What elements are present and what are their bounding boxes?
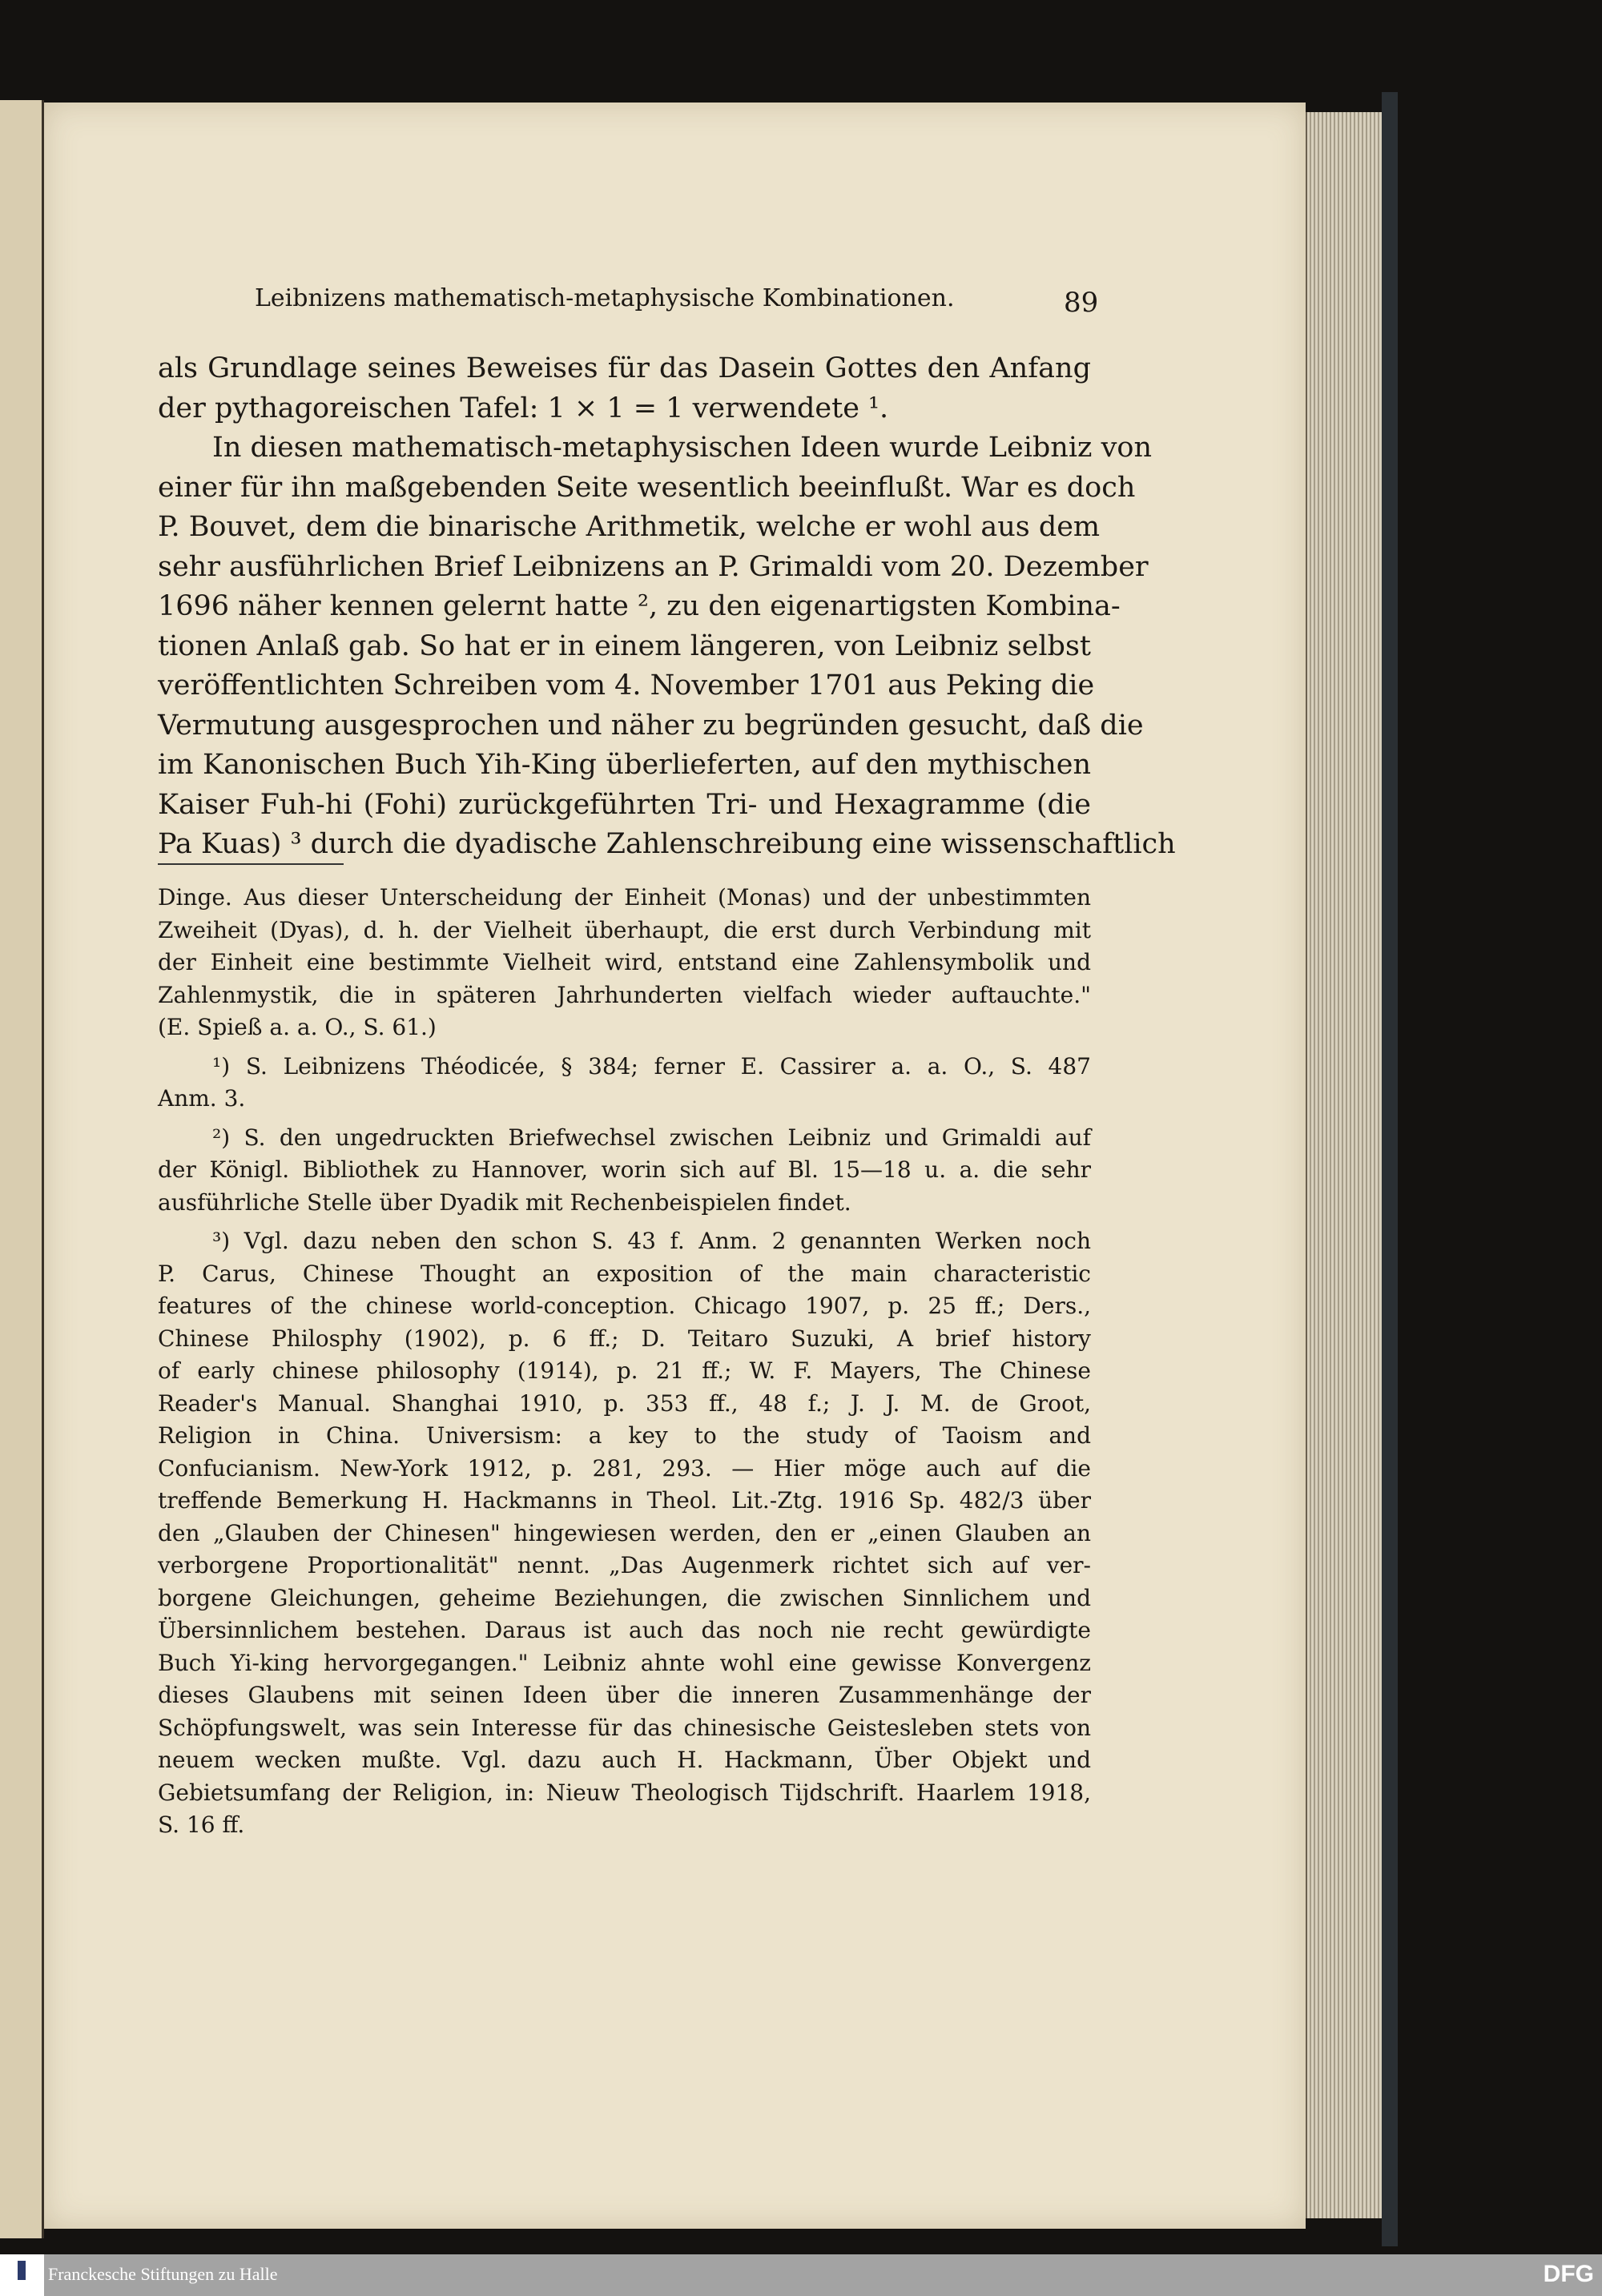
running-title: Leibnizens mathematisch-metaphysische Kombinationen.: [255, 284, 955, 312]
institution-name: Franckesche Stiftungen zu Halle: [48, 2264, 278, 2284]
footnote-line: dieses Glaubens mit seinen Ideen über die inneren Zusammenhänge der: [158, 1682, 1091, 1708]
footnote-rule: [158, 863, 344, 865]
footnote-line: Zweiheit (Dyas), d. h. der Vielheit überhaupt, die erst durch Verbindung mit: [158, 916, 1091, 943]
footer-bar: [0, 2254, 1602, 2296]
footnote-line: Gebietsumfang der Religion, in: Nieuw Theologisch Tijdschrift. Haarlem 1918,: [158, 1779, 1091, 1806]
left-page-edge: [0, 100, 44, 2238]
text-line: einer für ihn maßgebenden Seite wesentlich beeinflußt. War es doch: [158, 471, 1136, 504]
footnote-line: den „Glauben der Chinesen" hingewiesen werden, den er „einen Glauben an: [158, 1519, 1091, 1546]
text-line: Kaiser Fuh-hi (Fohi) zurückgeführten Tri- und Hexagramme (die: [158, 788, 1091, 821]
footnote-line: of early chinese philosophy (1914), p. 21 ff.; W. F. Mayers, The Chinese: [158, 1357, 1091, 1384]
footnote-line: ³) Vgl. dazu neben den schon S. 43 f. Anm. 2 genannten Werken noch: [212, 1228, 1091, 1254]
text-line: im Kanonischen Buch Yih-King überlieferten, auf den mythischen: [158, 749, 1091, 781]
text-line: tionen Anlaß gab. So hat er in einem längeren, von Leibniz selbst: [158, 629, 1091, 662]
text-line: sehr ausführlichen Brief Leibnizens an P. Grimaldi vom 20. Dezember: [158, 550, 1149, 583]
footnote-line: ausführliche Stelle über Dyadik mit Rechenbeispielen findet.: [158, 1188, 851, 1216]
footnote-line: Confucianism. New-York 1912, p. 281, 293. — Hier möge auch auf die: [158, 1454, 1091, 1482]
footnote-line: Schöpfungswelt, was sein Interesse für das chinesische Geistesleben stets von: [158, 1714, 1091, 1741]
footnote-line: Dinge. Aus dieser Unterscheidung der Einheit (Monas) und der unbestimmten: [158, 884, 1091, 911]
footnote-line: S. 16 ff.: [158, 1811, 245, 1838]
footnote-line: der Königl. Bibliothek zu Hannover, worin sich auf Bl. 15—18 u. a. die sehr: [158, 1156, 1091, 1183]
footnote-line: Religion in China. Universism: a key to the study of Taoism and: [158, 1422, 1091, 1449]
text-line: der pythagoreischen Tafel: 1 × 1 = 1 verwendete ¹.: [158, 392, 889, 424]
footnote-line: Chinese Philosphy (1902), p. 6 ff.; D. Teitaro Suzuki, A brief history: [158, 1325, 1091, 1352]
text-line: als Grundlage seines Beweises für das Dasein Gottes den Anfang: [158, 352, 1091, 384]
footnote-line: Buch Yi-king hervorgegangen." Leibniz ahnte wohl eine gewisse Konvergenz: [158, 1649, 1091, 1676]
footnote-line: Zahlenmystik, die in späteren Jahrhunderten vielfach wieder auftauchte.": [158, 981, 1091, 1008]
text-line: Vermutung ausgesprochen und näher zu begründen gesucht, daß die: [158, 709, 1144, 742]
text-line: In diesen mathematisch-metaphysischen Ideen wurde Leibniz von: [212, 432, 1152, 464]
text-line: P. Bouvet, dem die binarische Arithmetik, welche er wohl aus dem: [158, 511, 1101, 543]
footnote-line: treffende Bemerkung H. Hackmanns in Theol. Lit.-Ztg. 1916 Sp. 482/3 über: [158, 1487, 1091, 1514]
page-stack-edge: [1306, 112, 1383, 2218]
institution-logo-icon: [0, 2254, 44, 2296]
footnote-line: P. Carus, Chinese Thought an exposition of the main characteristic: [158, 1260, 1091, 1287]
footnote-line: features of the chinese world-conception. Chicago 1907, p. 25 ff.; Ders.,: [158, 1293, 1091, 1319]
text-line: veröffentlichten Schreiben vom 4. November 1701 aus Peking die: [158, 669, 1095, 702]
dfg-logo: DFG: [1543, 2261, 1594, 2287]
footnote-line: Übersinnlichem bestehen. Daraus ist auch das noch nie recht gewürdigte: [158, 1617, 1091, 1643]
footnote-line: borgene Gleichungen, geheime Beziehungen, die zwischen Sinnlichem und: [158, 1584, 1091, 1611]
footnote-line: ¹) S. Leibnizens Théodicée, § 384; ferner E. Cassirer a. a. O., S. 487: [212, 1052, 1091, 1080]
footnote-line: Reader's Manual. Shanghai 1910, p. 353 ff., 48 f.; J. J. M. de Groot,: [158, 1389, 1091, 1417]
text-line: 1696 näher kennen gelernt hatte ², zu den eigenartigsten Kombina-: [158, 590, 1121, 622]
footnote-line: verborgene Proportionalität" nennt. „Das Augenmerk richtet sich auf ver-: [158, 1552, 1091, 1578]
footnote-line: (E. Spieß a. a. O., S. 61.): [158, 1014, 437, 1040]
page-number: 89: [1064, 287, 1099, 319]
footnote-line: ²) S. den ungedruckten Briefwechsel zwischen Leibniz und Grimaldi auf: [212, 1124, 1091, 1151]
book-cover-edge: [1382, 92, 1398, 2246]
text-line: Pa Kuas) ³ durch die dyadische Zahlenschreibung eine wissenschaftlich: [158, 828, 1176, 860]
footnote-line: der Einheit eine bestimmte Vielheit wird, entstand eine Zahlensymbolik und: [158, 949, 1091, 975]
footnote-line: Anm. 3.: [158, 1085, 246, 1112]
footnote-line: neuem wecken mußte. Vgl. dazu auch H. Hackmann, Über Objekt und: [158, 1747, 1091, 1773]
